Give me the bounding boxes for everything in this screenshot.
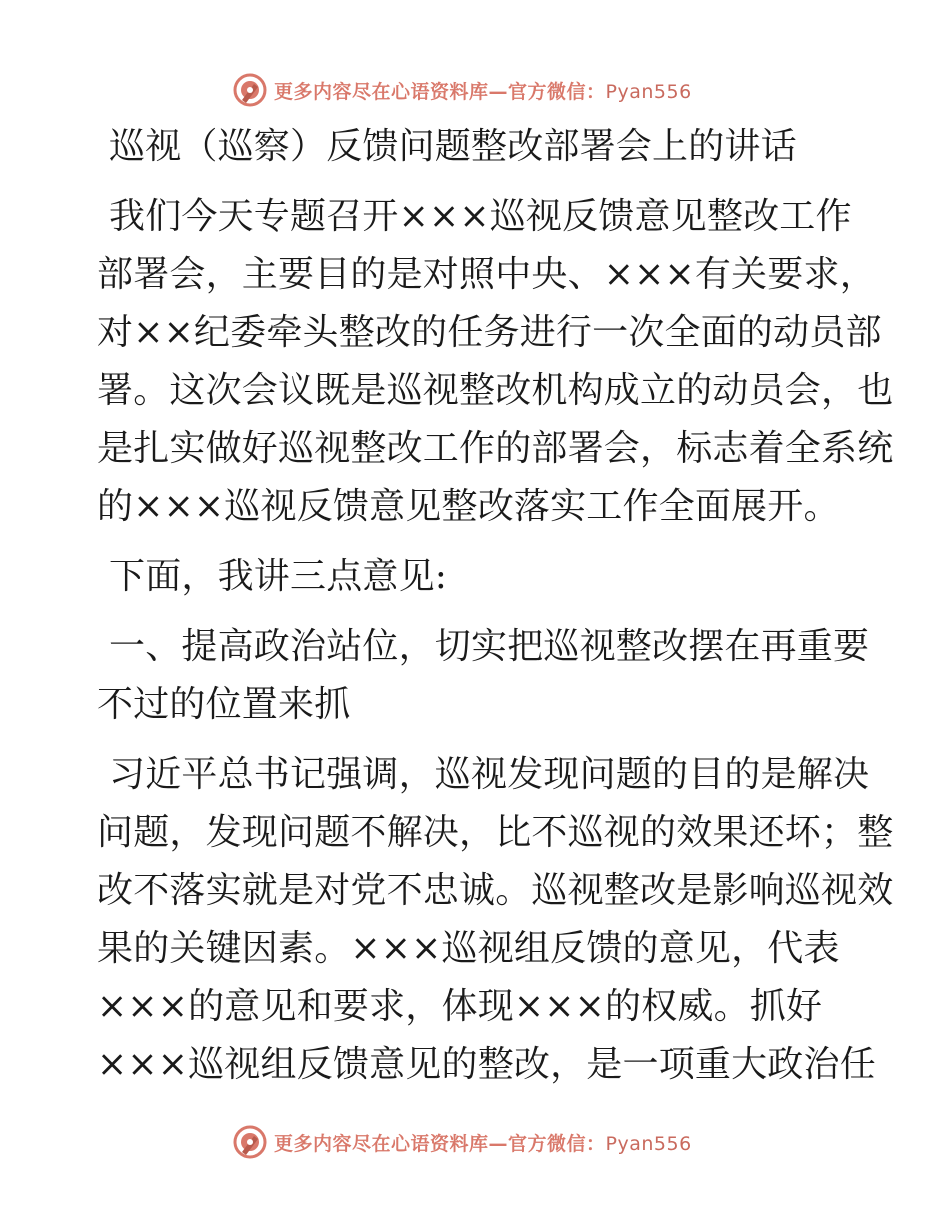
- paragraph-line: 的×××巡视反馈意见整改落实工作全面展开。: [97, 486, 840, 527]
- paragraph-line: 下面，我讲三点意见:: [109, 556, 448, 597]
- paragraph-line: 是扎实做好巡视整改工作的部署会，标志着全系统: [97, 428, 894, 469]
- watermark-text: 更多内容尽在心语资料库—官方微信：Pyan556: [274, 1132, 692, 1155]
- paragraph-line: 果的关键因素。×××巡视组反馈的意见，代表: [97, 928, 840, 969]
- section-heading: 不过的位置来抓: [97, 684, 351, 725]
- paragraph-line: ×××巡视组反馈意见的整改，是一项重大政治任: [97, 1044, 876, 1085]
- paragraph-line: 对××纪委牵头整改的任务进行一次全面的动员部: [97, 312, 882, 353]
- pen-logo-icon: [232, 72, 268, 108]
- paragraph-line: 改不落实就是对党不忠诚。巡视整改是影响巡视效: [97, 870, 894, 911]
- paragraph-line: 署。这次会议既是巡视整改机构成立的动员会，也: [97, 370, 894, 411]
- document-body: [97, 118, 894, 1094]
- paragraph-line: 问题，发现问题不解决，比不巡视的效果还坏；整: [97, 812, 894, 853]
- paragraph-line: ×××的意见和要求，体现×××的权威。抓好: [97, 986, 823, 1027]
- document-title: 巡视（巡察）反馈问题整改部署会上的讲话: [109, 126, 797, 167]
- section-heading: 一、提高政治站位，切实把巡视整改摆在再重要: [109, 626, 870, 667]
- watermark-text: 更多内容尽在心语资料库—官方微信：Pyan556: [274, 80, 692, 103]
- watermark-footer: [232, 1122, 692, 1162]
- paragraph-line: 我们今天专题召开×××巡视反馈意见整改工作: [109, 196, 852, 237]
- paragraph-line: 习近平总书记强调，巡视发现问题的目的是解决: [109, 754, 870, 795]
- paragraph-line: 部署会，主要目的是对照中央、×××有关要求，: [97, 254, 876, 295]
- pen-logo-icon: [232, 1124, 268, 1160]
- watermark-header: [232, 70, 692, 110]
